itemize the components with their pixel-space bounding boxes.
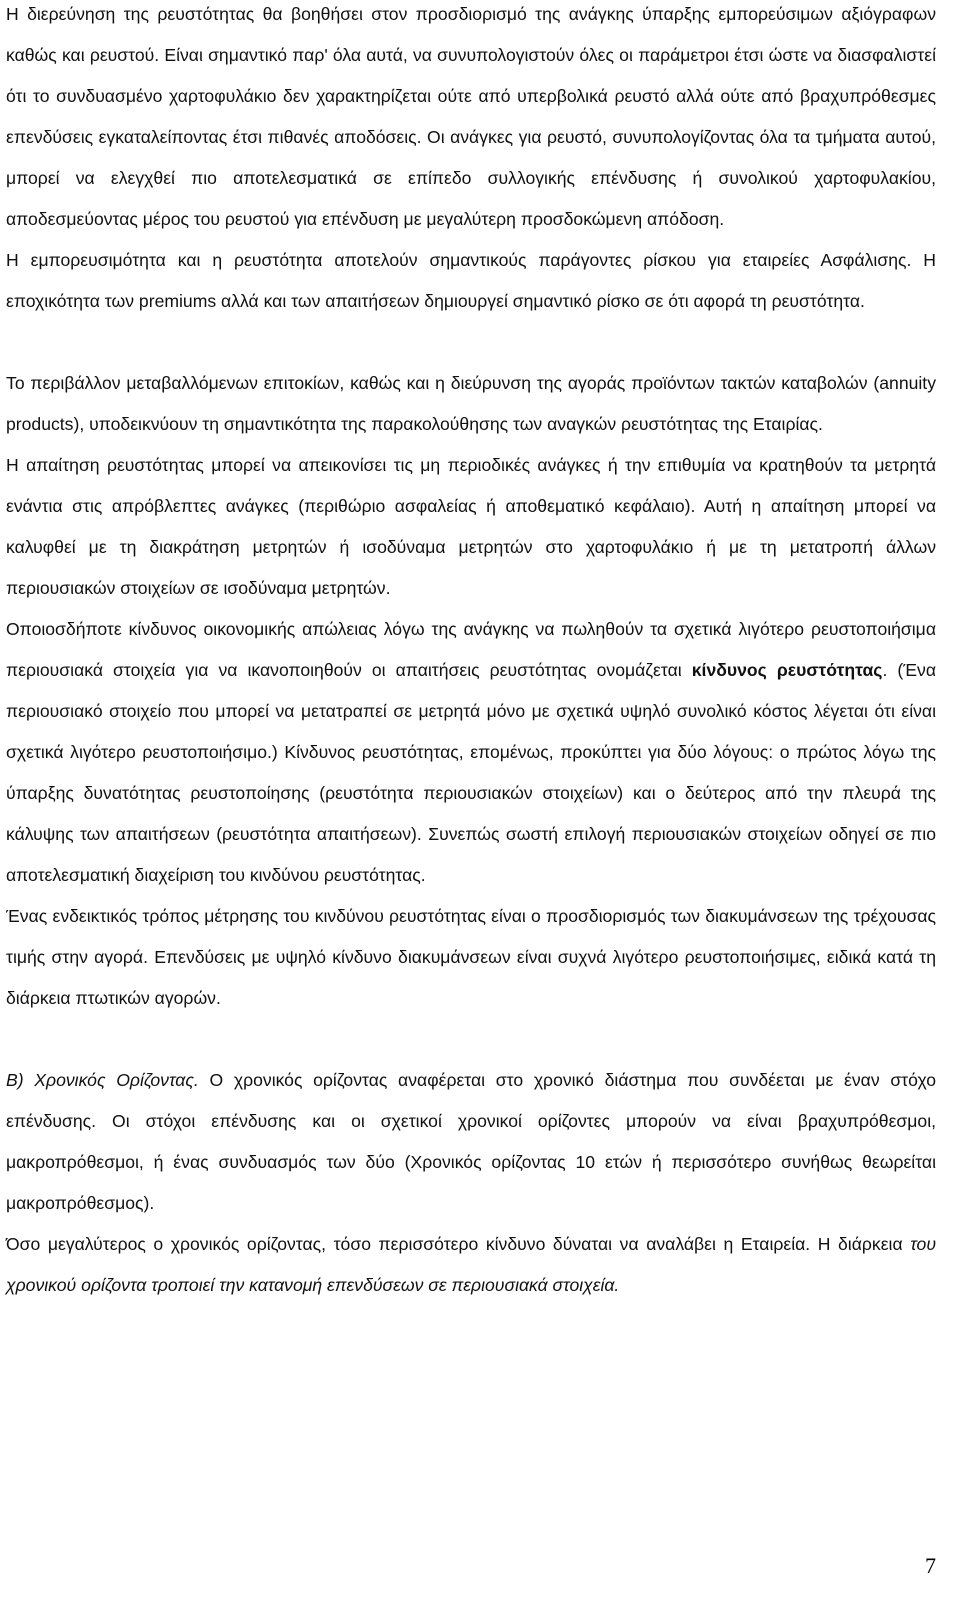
paragraph-liquidity-risk [6,609,936,896]
horizon-risk-text: Όσο μεγαλύτερος ο χρονικός ορίζοντας, τόσο περισσότερο κίνδυνο δύναται να αναλάβει η Εταιρεία. Η διάρκεια [6,1234,911,1254]
paragraph-spacer [6,1019,936,1060]
liquidity-risk-text-after: . (Ένα περιουσιακό στοιχείο που μπορεί να μετατραπεί σε μετρητά μόνο με σχετικά υψηλό συνολικό κόστος λέγεται ότι είναι σχετικά λιγότερο ρευστοποιήσιμο.) Κίνδυνος ρευστότητας, επομένως, προκύπτει για δύο λόγους: ο πρώτος λόγω της ύπαρξης δυνατότητας ρευστοποίησης (ρευστότητα περιουσιακών στοιχείων) και ο δεύτερος από την πλευρά της κάλυψης των απαιτήσεων (ρευστότητα απαιτήσεων). Συνεπώς σωστή επιλογή περιουσιακών στοιχείων οδηγεί σε πιο αποτελεσματική διαχείριση του κινδύνου ρευστότητας. [6,660,937,885]
paragraph-measurement: Ένας ενδεικτικός τρόπος μέτρησης του κινδύνου ρευστότητας είναι ο προσδιορισμός των διακυμάνσεων της τρέχουσας τιμής στην αγορά. Επενδύσεις με υψηλό κίνδυνο διακυμάνσεων είναι συχνά λιγότερο ρευστοποιήσιμες, ειδικά κατά τη διάρκεια πτωτικών αγορών. [6,906,936,1008]
paragraph-interest-environment: Το περιβάλλον μεταβαλλόμενων επιτοκίων, καθώς και η διεύρυνση της αγοράς προϊόντων τακτών καταβολών (annuity products), υποδεικνύουν τη σημαντικότητα της παρακολούθησης των αναγκών ρευστότητας της Εταιρίας. [6,373,936,434]
section-heading-time-horizon: Β) Χρονικός Ορίζοντας. [6,1070,199,1090]
paragraph-liquidity-intro: Η διερεύνηση της ρευστότητας θα βοηθήσει στον προσδιορισμό της ανάγκης ύπαρξης εμπορεύσιμων αξιόγραφων καθώς και ρευστού. Είναι σημαντικό παρ' όλα αυτά, να συνυπολογιστούν όλες οι παράμετροι έτσι ώστε να διασφαλιστεί ότι το συνδυασμένο χαρτοφυλάκιο δεν χαρακτηρίζεται ούτε από υπερβολικά ρευστό αλλά ούτε από βραχυπρόθεσμες επενδύσεις εγκαταλείποντας έτσι πιθανές αποδόσεις. Οι ανάγκες για ρευστό, συνυπολογίζοντας όλα τα τμήματα αυτού, μπορεί να ελεγχθεί πιο αποτελεσματικά σε επίπεδο συλλογικής επένδυσης ή συνολικού χαρτοφυλακίου, αποδεσμεύοντας μέρος του ρευστού για επένδυση με μεγαλύτερη προσδοκώμενη απόδοση. [6,4,936,229]
paragraph-marketability: Η εμπορευσιμότητα και η ρευστότητα αποτελούν σημαντικούς παράγοντες ρίσκου για εταιρείες Ασφάλισης. Η εποχικότητα των premiums αλλά και των απαιτήσεων δημιουργεί σημαντικό ρίσκο σε ότι αφορά τη ρευστότητα. [6,250,936,311]
paragraph-time-horizon [6,1060,936,1224]
liquidity-risk-text-before: Οποιοσδήποτε κίνδυνος οικονομικής απώλειας λόγω της ανάγκης να πωληθούν τα σχετικά λιγότερο ρευστοποιήσιμα περιουσιακά στοιχεία για να ικανοποιηθούν οι απαιτήσεις ρευστότητας ονομάζεται [6,619,936,680]
page-number: 7 [925,1553,936,1578]
paragraph-horizon-risk [6,1224,936,1306]
time-horizon-text: Ο χρονικός ορίζοντας αναφέρεται στο χρονικό διάστημα που συνδέεται με έναν στόχο επένδυσης. Οι στόχοι επένδυσης και οι σχετικοί χρονικοί ορίζοντες μπορούν να είναι βραχυπρόθεσμοι, μακροπρόθεσμοι, ή ένας συνδυασμός των δύο (Χρονικός ορίζοντας 10 ετών ή περισσότερο συνήθως θεωρείται μακροπρόθεσμος). [6,1070,936,1213]
document-page [6,0,936,1306]
liquidity-risk-term: κίνδυνος ρευστότητας [691,660,883,680]
paragraph-liquidity-requirement: Η απαίτηση ρευστότητας μπορεί να απεικονίσει τις μη περιοδικές ανάγκες ή την επιθυμία να κρατηθούν τα μετρητά ενάντια στις απρόβλεπτες ανάγκες (περιθώριο ασφαλείας ή αποθεματικό κεφάλαιο). Αυτή η απαίτηση μπορεί να καλυφθεί με τη διακράτηση μετρητών ή ισοδύναμα μετρητών στο χαρτοφυλάκιο ή με τη μετατροπή άλλων περιουσιακών στοιχείων σε ισοδύναμα μετρητών. [6,455,936,598]
horizon-risk-italic-text: του χρονικού ορίζοντα τροποιεί την κατανομή επενδύσεων σε περιουσιακά στοιχεία. [6,1234,936,1295]
paragraph-spacer [6,322,936,363]
